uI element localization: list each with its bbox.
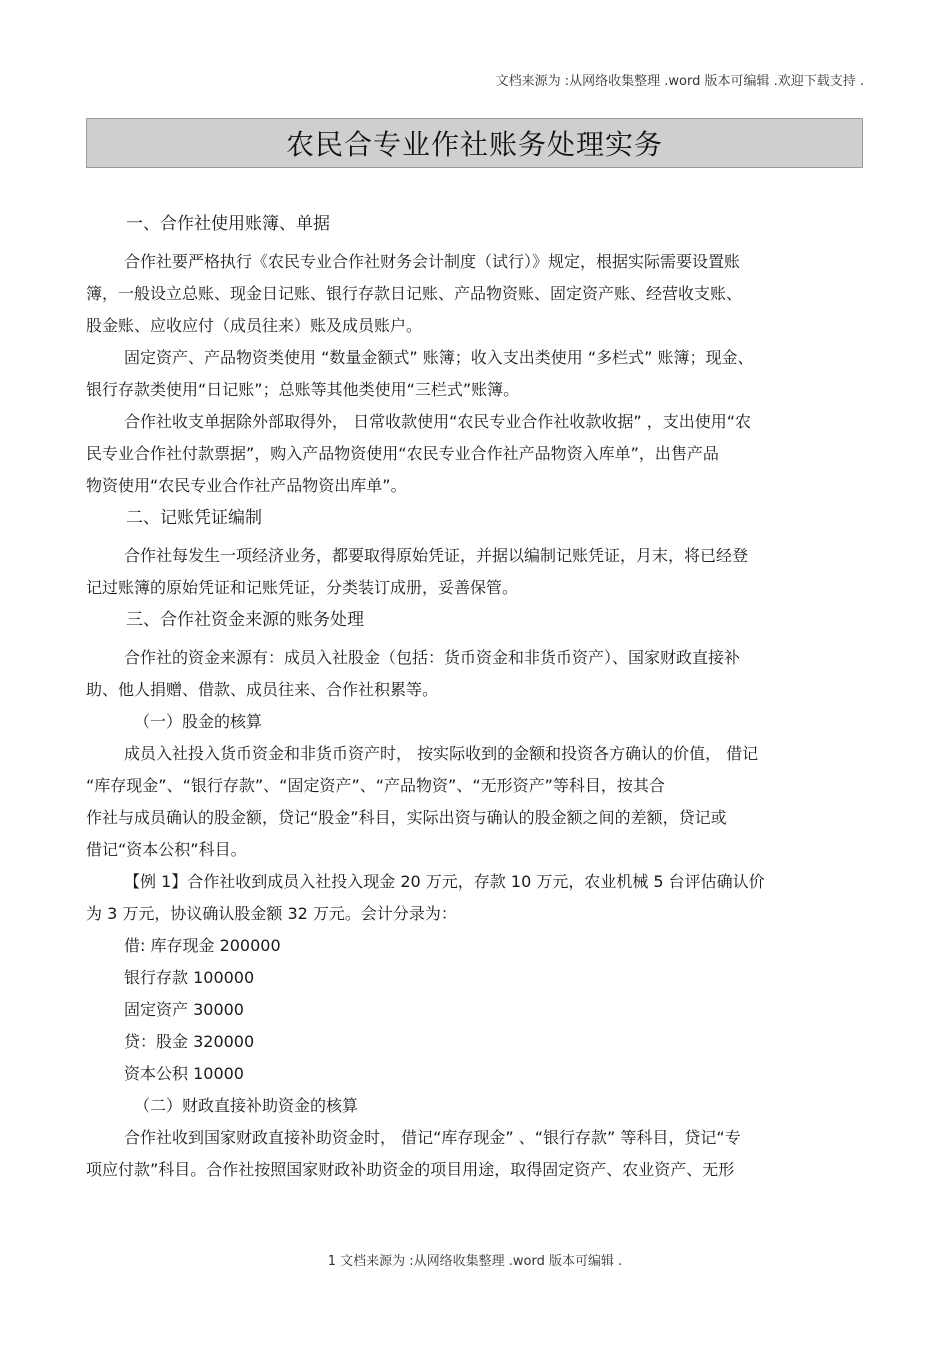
text-line: 固定资产、产品物资类使用 “数量金额式” 账簿；收入支出类使用 “多栏式” 账簿；现金、	[124, 348, 754, 367]
paragraph-s3-p2	[86, 738, 866, 866]
example-paragraph	[86, 866, 866, 930]
paragraph-s1-p2	[86, 342, 866, 406]
paragraph-s3-p1	[86, 642, 866, 706]
journal-entry: 贷：股金 320000	[124, 1032, 255, 1051]
text-line: 合作社的资金来源有：成员入社股金（包括：货币资金和非货币资产）、国家财政直接补	[124, 648, 741, 667]
text-line: 【例 1】合作社收到成员入社投入现金 20 万元，存款 10 万元，农业机械 5 台评估确认价	[124, 872, 765, 891]
paragraph-s3-p3	[86, 1122, 866, 1186]
text-line: 合作社收支单据除外部取得外， 日常收款使用“农民专业合作社收款收据” ，支出使用“农	[124, 412, 752, 431]
section-heading-1: 一、合作社使用账簿、单据	[126, 214, 330, 234]
paragraph-s2-p1	[86, 540, 866, 604]
section-heading-2: 二、记账凭证编制	[126, 508, 262, 528]
subsection-heading-1: （一）股金的核算	[134, 712, 263, 731]
text-line: 合作社要严格执行《农民专业合作社财务会计制度（试行）》规定，根据实际需要设置账	[124, 252, 741, 271]
footer-note: 1 文档来源为 :从网络收集整理 .word 版本可编辑 .	[327, 1254, 623, 1269]
header-note: 文档来源为 :从网络收集整理 .word 版本可编辑 .欢迎下载支持 .	[495, 74, 864, 89]
text-line: 物资使用“农民专业合作社产品物资出库单”。	[86, 476, 407, 495]
text-line: 记过账簿的原始凭证和记账凭证，分类装订成册，妥善保管。	[86, 578, 519, 597]
paragraph-s1-p1	[86, 246, 866, 342]
text-line: 助、他人捐赠、借款、成员往来、合作社积累等。	[86, 680, 439, 699]
subsection-heading-2: （二）财政直接补助资金的核算	[134, 1096, 359, 1115]
journal-entry: 资本公积 10000	[124, 1064, 244, 1083]
text-line: 为 3 万元，协议确认股金额 32 万元。会计分录为：	[86, 904, 457, 923]
text-line: 银行存款类使用“日记账”；总账等其他类使用“三栏式”账簿。	[86, 380, 520, 399]
journal-entry: 固定资产 30000	[124, 1000, 244, 1019]
document-body	[86, 208, 866, 1186]
paragraph-s1-p3	[86, 406, 866, 502]
text-line: 合作社每发生一项经济业务，都要取得原始凭证，并据以编制记账凭证，月末，将已经登	[124, 546, 749, 565]
text-line: 股金账、应收应付（成员往来）账及成员账户。	[86, 316, 423, 335]
text-line: 合作社收到国家财政直接补助资金时， 借记“库存现金” 、“银行存款” 等科目，贷记“专	[124, 1128, 741, 1147]
text-line: 民专业合作社付款票据”，购入产品物资使用“农民专业合作社产品物资入库单”，出售产品	[86, 444, 719, 463]
journal-entry: 银行存款 100000	[124, 968, 255, 987]
document-title: 农民合专业作社账务处理实务	[285, 128, 663, 161]
section-heading-3: 三、合作社资金来源的账务处理	[126, 610, 364, 630]
title-box	[86, 118, 863, 168]
text-line: “库存现金”、“银行存款”、“固定资产”、“产品物资”、“无形资产”等科目，按其合	[86, 776, 665, 795]
text-line: 借记“资本公积”科目。	[86, 840, 247, 859]
text-line: 簿，一般设立总账、现金日记账、银行存款日记账、产品物资账、固定资产账、经营收支账、	[86, 284, 743, 303]
text-line: 成员入社投入货币资金和非货币资产时， 按实际收到的金额和投资各方确认的价值， 借记	[124, 744, 759, 763]
text-line: 项应付款”科目。合作社按照国家财政补助资金的项目用途，取得固定资产、农业资产、无形	[86, 1160, 735, 1179]
journal-entries	[86, 930, 866, 1090]
text-line: 作社与成员确认的股金额，贷记“股金”科目，实际出资与确认的股金额之间的差额，贷记或	[86, 808, 727, 827]
journal-entry: 借: 库存现金 200000	[124, 936, 281, 955]
